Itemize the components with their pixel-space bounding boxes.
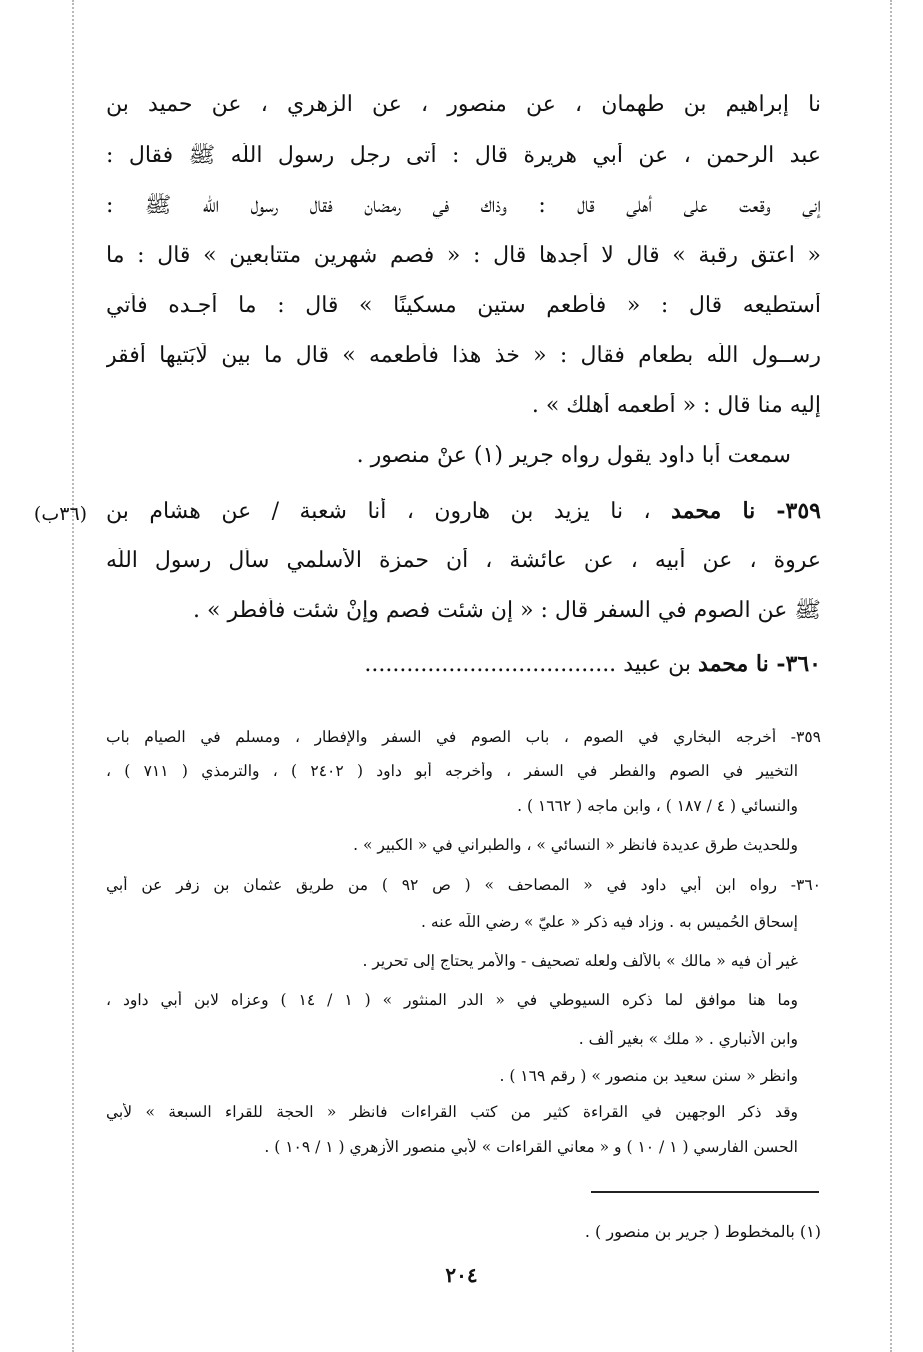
body-line: « اعتق رقبة » قال لا أجدها قال : « فصم شهرين متتابعين » قال : ما: [106, 243, 821, 268]
note-line: وابن الأنباري . « ملك » بغير ألف .: [578, 1030, 798, 1048]
hadith-359-line-3: ﷺ عن الصوم في السفر قال : « إن شئت فصم وإنْ شئت فأفطر » .: [193, 598, 821, 623]
narrator-line: سمعت أبا داود يقول رواه جرير (١) عنْ منصور .: [356, 443, 791, 468]
note-line: إسحاق الحُميس به . وزاد فيه ذكر « عليّ » رضي اللّه عنه .: [421, 913, 798, 931]
manuscript-folio-ref: (٣٦ب): [33, 503, 88, 525]
hadith-359-line-1-text: ، نا يزيد بن هارون ، أنا شعبة / عن هشام بن: [106, 499, 651, 524]
page-number: ٢٠٤: [445, 1263, 478, 1287]
body-line: عبد الرحمن ، عن أبي هريرة قال : أتى رجل رسول اللّه ﷺ فقال :: [106, 143, 821, 168]
hadith-360-line: [106, 651, 821, 678]
note-line: التخيير في الصوم والفطر في السفر ، وأخرجه أبو داود ( ٢٤٠٢ ) ، والترمذي ( ٧١١ ) ،: [106, 762, 798, 780]
body-line: أستطيعه قال : « فأطعم ستين مسكينًا » قال : ما أجـده فأُتي: [106, 293, 821, 318]
hadith-359-line-2: عروة ، عن أبيه ، عن عائشة ، أن حمزة الأسلمي سأل رسول اللّه: [106, 548, 821, 573]
hadith-359-line-1: [106, 498, 821, 525]
note-line: وما هنا موافق لما ذكره السيوطي في « الدر المنثور » ( ١ / ١٤ ) وعزاه لابن أبي داود ،: [106, 991, 798, 1009]
note-line: غير أن فيه « مالك » بالألف ولعله تصحيف - والأمر يحتاج إلى تحرير .: [362, 952, 798, 970]
note-line: ٣٦٠- رواه ابن أبي داود في « المصاحف » ( ص ٩٢ ) من طريق عثمان بن زفر عن أبي: [106, 876, 821, 894]
hadith-359-number: ٣٥٩- نا محمد: [671, 498, 821, 524]
footnote-separator: [591, 1191, 819, 1193]
hadith-360-text: بن عبيد: [623, 652, 692, 677]
note-line: وانظر « سنن سعيد بن منصور » ( رقم ١٦٩ ) .: [499, 1067, 798, 1085]
body-line: نا إبراهيم بن طهمان ، عن منصور ، عن الزهري ، عن حميد بن: [106, 92, 821, 117]
note-line: والنسائي ( ٤ / ١٨٧ ) ، وابن ماجه ( ١٦٦٢ ) .: [517, 797, 798, 815]
hadith-360-ellipsis: ....................................: [364, 652, 617, 677]
body-line: إني وقعت على أهلي قال : وذاك في رمضان فقال رسول اللّه ﷺ :: [106, 193, 821, 218]
scan-dotted-line-right: [890, 0, 892, 1352]
note-line: الحسن الفارسي ( ١ / ١٠ ) و « معاني القراءات » لأبي منصور الأزهري ( ١ / ١٠٩ ) .: [264, 1138, 798, 1156]
note-line: ٣٥٩- أخرجه البخاري في الصوم ، باب الصوم في السفر والإفطار ، ومسلم في الصيام باب: [106, 728, 821, 746]
footnote-1: (١) بالمخطوط ( جرير بن منصور ) .: [584, 1222, 821, 1241]
note-line: وللحديث طرق عديدة فانظر « النسائي » ، والطبراني في « الكبير » .: [353, 836, 798, 854]
scan-dotted-line-left: [72, 0, 74, 1352]
body-line: رســول اللّه بطعام فقال : « خذ هذا فأطعمه » قال ما بين لَابَتيها أفقر: [106, 343, 821, 368]
hadith-360-number: ٣٦٠- نا محمد: [698, 651, 821, 677]
note-line: وقد ذكر الوجهين في القراءة كثير من كتب القراءات فانظر « الحجة للقراء السبعة » لأبي: [106, 1103, 798, 1121]
body-line: إليه منا قال : « أطعمه أهلك » .: [531, 393, 821, 418]
